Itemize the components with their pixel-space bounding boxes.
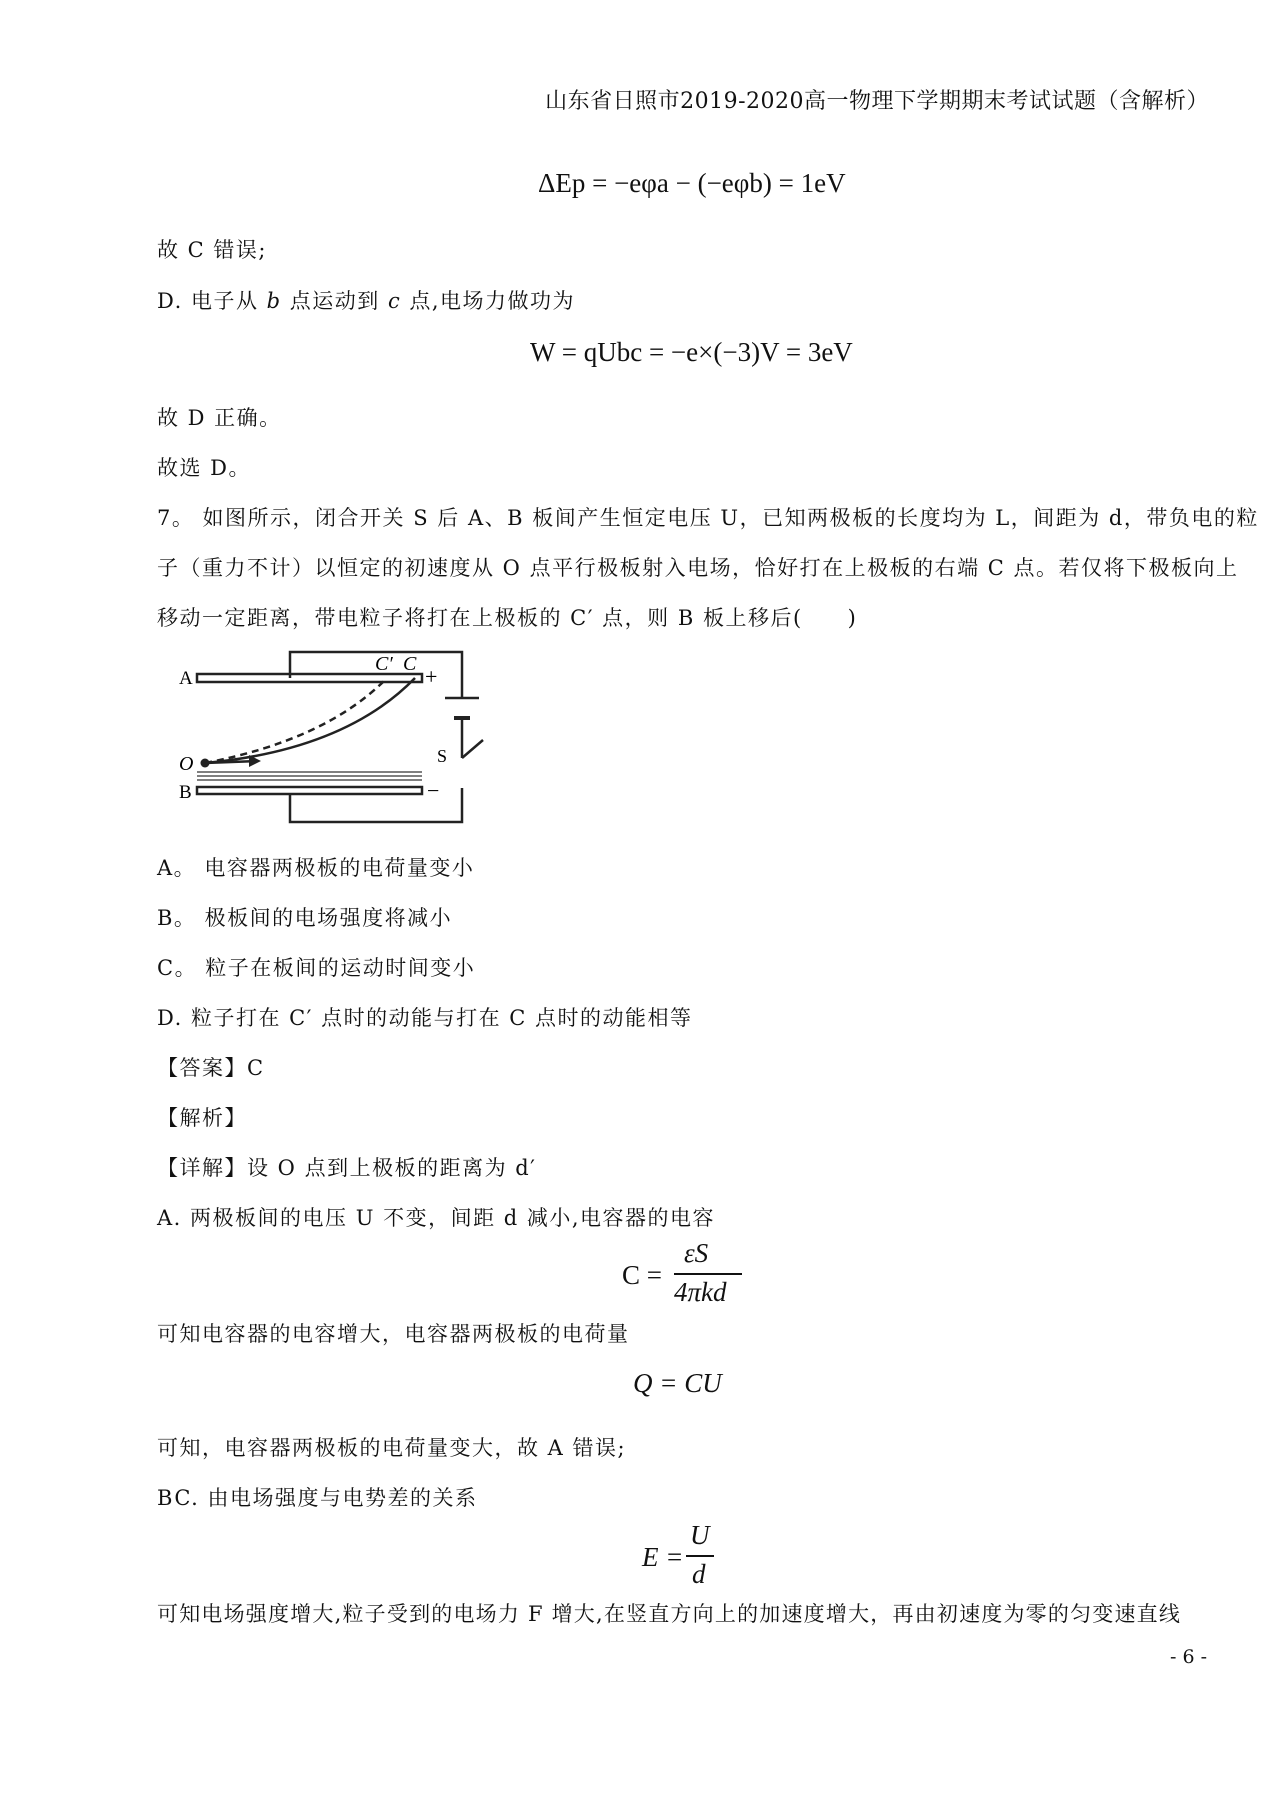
label-plate-a: A — [179, 668, 193, 689]
formula-delta-ep: ΔEp = −eφa − (−eφb) = 1eV — [538, 168, 846, 198]
label-minus: − — [427, 778, 440, 803]
label-point-c-prime: C′ — [375, 653, 393, 675]
text-bc-analysis: BC. 由电场强度与电势差的关系 — [157, 1486, 478, 1510]
option-b: B。 极板间的电场强度将减小 — [157, 906, 453, 930]
question-7-line-3: 移动一定距离，带电粒子将打在上极板的 C′ 点，则 B 板上移后( ) — [157, 606, 858, 630]
label-plus: + — [425, 664, 438, 689]
text-a-analysis: A. 两极板间的电压 U 不变，间距 d 减小,电容器的电容 — [157, 1206, 716, 1230]
question-7-line-1: 7。 如图所示，闭合开关 S 后 A、B 板间产生恒定电压 U，已知两极板的长度均为 L，间距为 d，带负电的粒 — [157, 506, 1259, 530]
formula-work: W = qUbc = −e×(−3)V = 3eV — [530, 337, 853, 367]
option-a: A。 电容器两极板的电荷量变小 — [157, 856, 475, 880]
text-capacitance-increase: 可知电容器的电容增大，电容器两极板的电荷量 — [157, 1322, 630, 1346]
text-d-correct: 故 D 正确。 — [157, 406, 282, 430]
option-d: D. 粒子打在 C′ 点时的动能与打在 C 点时的动能相等 — [157, 1006, 693, 1030]
page-number: - 6 - — [1169, 1646, 1207, 1668]
label-plate-b: B — [179, 782, 192, 803]
capacitor-circuit-figure — [165, 640, 485, 830]
label-point-o: O — [179, 753, 194, 775]
option-c: C。 粒子在板间的运动时间变小 — [157, 956, 476, 980]
label-point-c: C — [403, 653, 417, 675]
formula-field-strength: E = U d — [642, 1520, 722, 1600]
label-switch-s: S — [437, 746, 448, 766]
text-option-d-work: D. 电子从 b 点运动到 c 点,电场力做功为 — [157, 289, 576, 313]
question-7-line-2: 子（重力不计）以恒定的初速度从 O 点平行极板射入电场，恰好打在上极板的右端 C 点。若仅将下极板向上 — [157, 556, 1239, 580]
text-charge-increase: 可知，电容器两极板的电荷量变大，故 A 错误; — [157, 1436, 627, 1460]
formula-capacitance: C = εS 4πkd — [622, 1238, 742, 1318]
text-select-d: 故选 D。 — [157, 456, 252, 480]
detail-heading: 【详解】设 O 点到上极板的距离为 d′ — [157, 1156, 537, 1180]
formula-charge: Q = CU — [633, 1368, 722, 1398]
text-c-wrong: 故 C 错误; — [157, 238, 267, 262]
answer: 【答案】C — [157, 1056, 265, 1080]
page-header: 山东省日照市2019-2020高一物理下学期期末考试试题（含解析） — [545, 89, 1209, 114]
analysis-heading: 【解析】 — [157, 1106, 247, 1130]
text-final-line: 可知电场强度增大,粒子受到的电场力 F 增大,在竖直方向上的加速度增大，再由初速度为零的匀变速直线 — [157, 1602, 1182, 1626]
